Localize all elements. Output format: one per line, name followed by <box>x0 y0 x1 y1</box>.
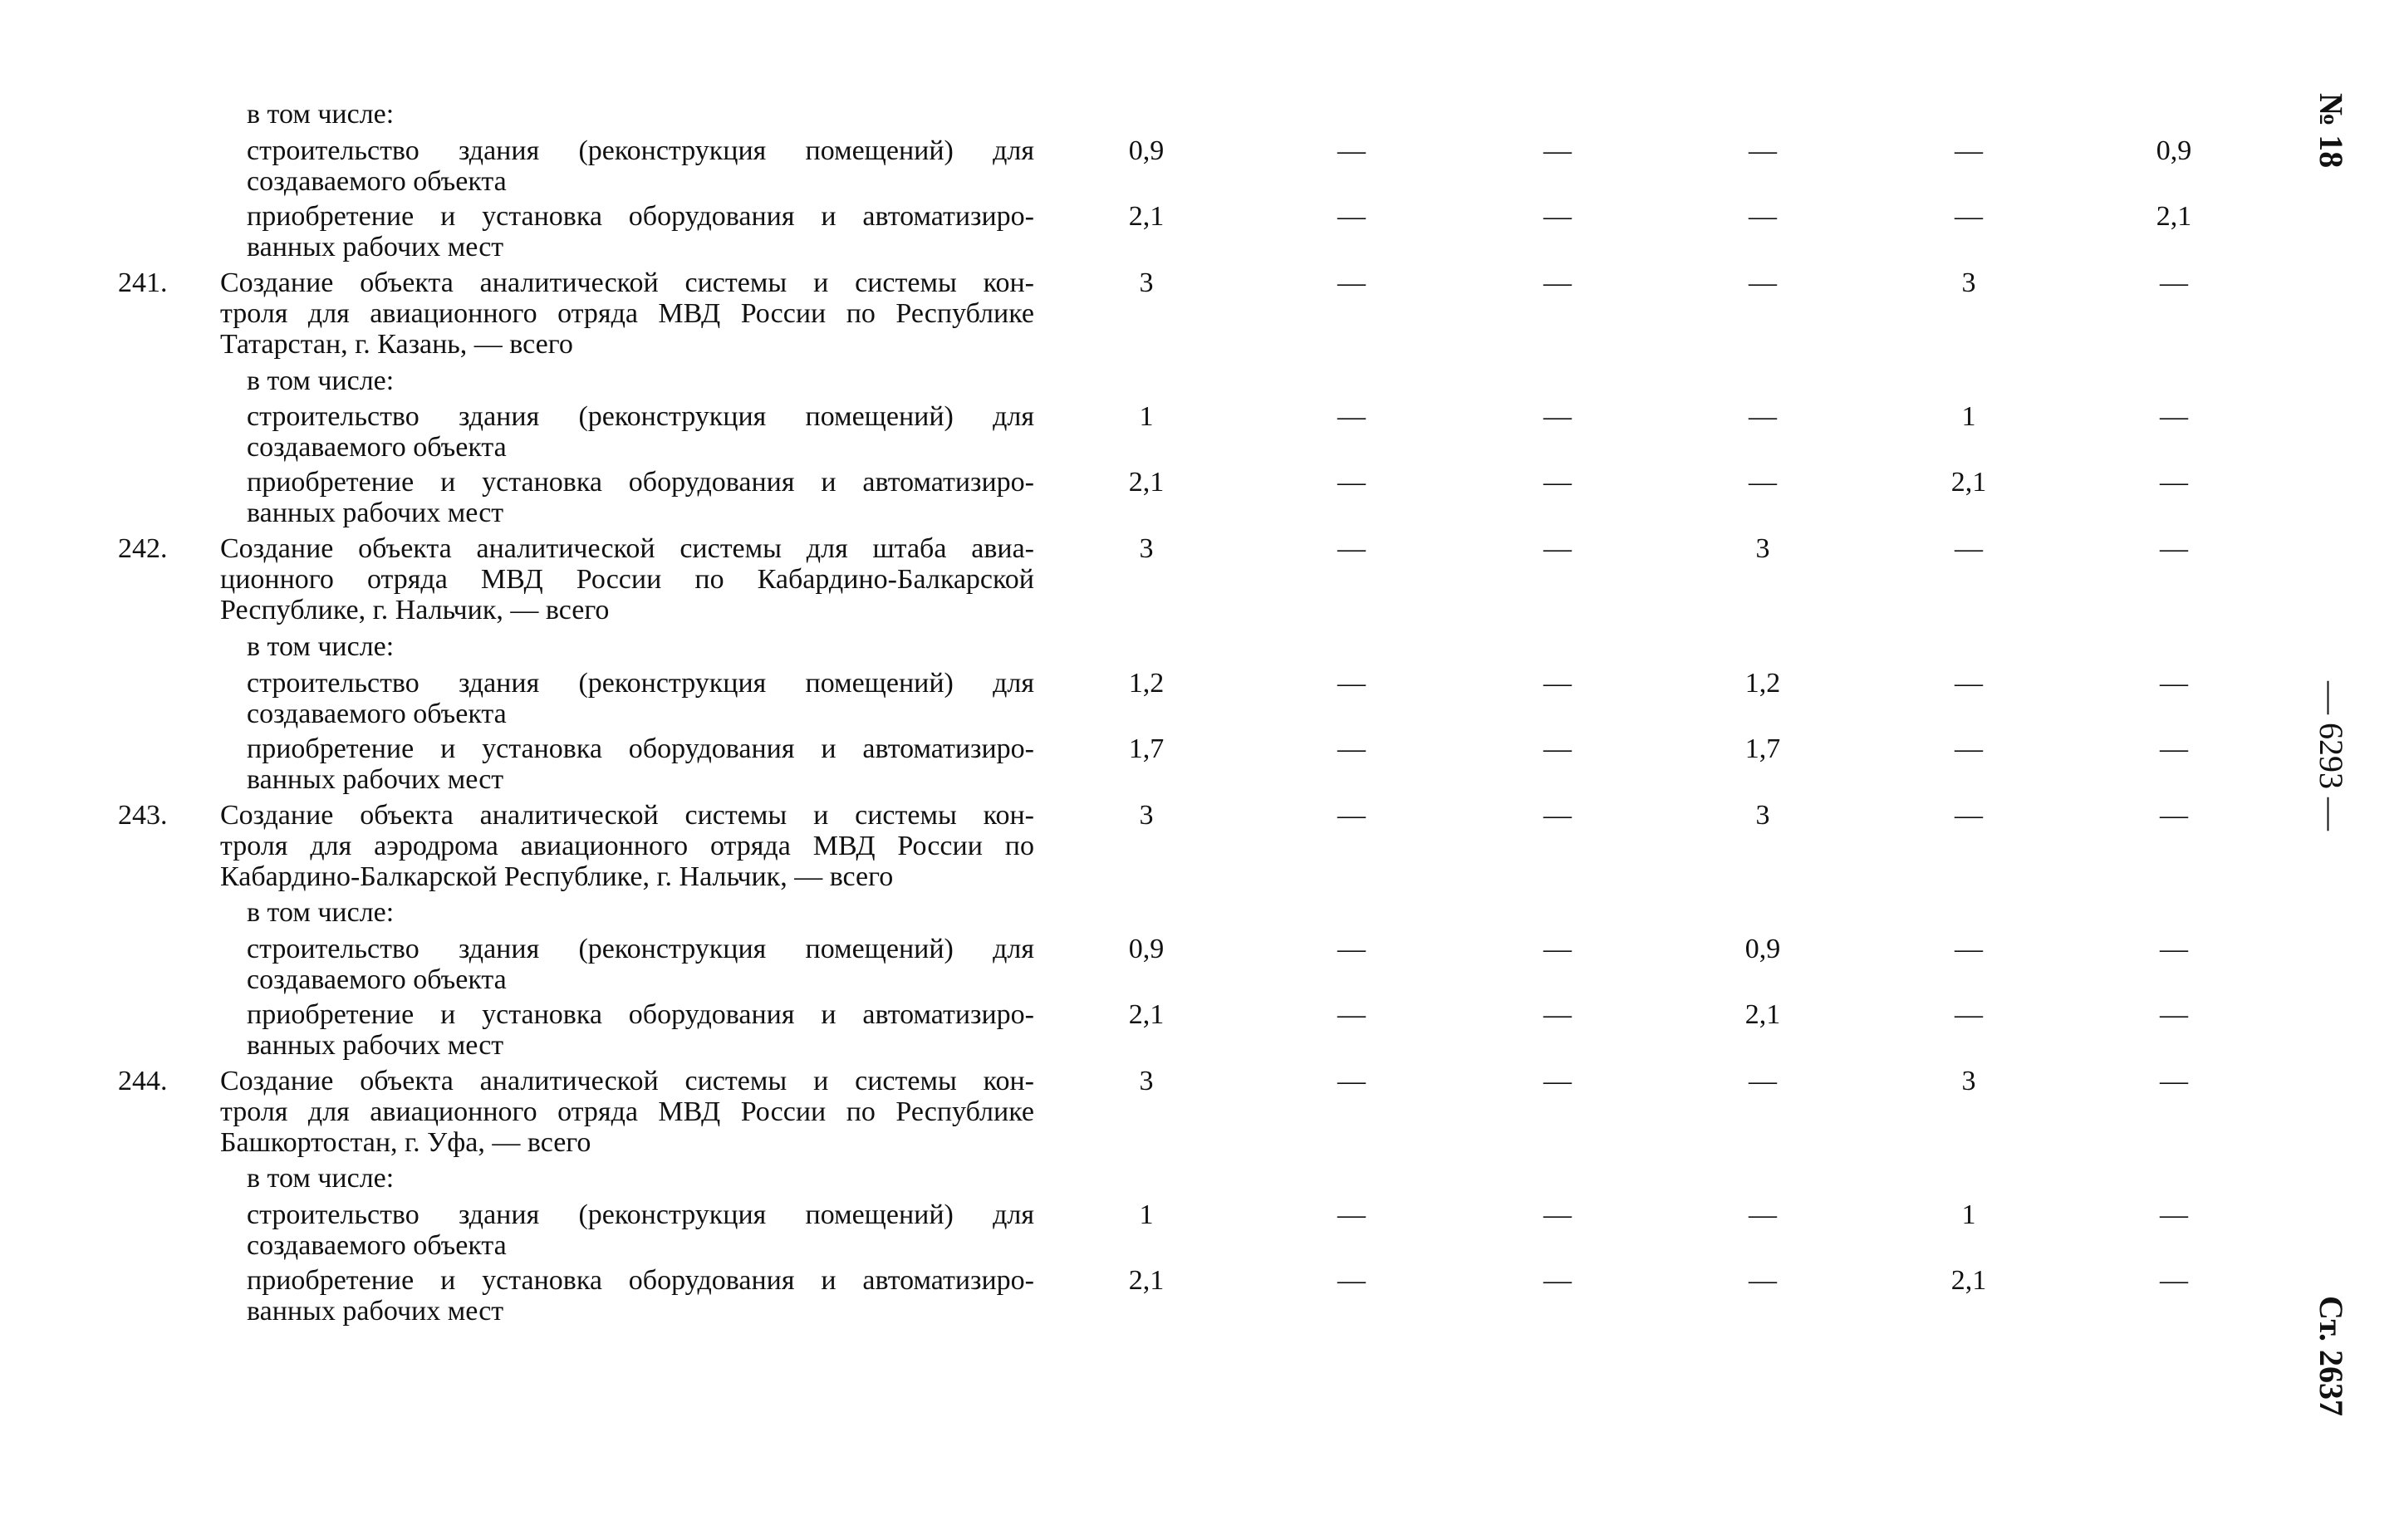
value-cell-col-5: — <box>1955 999 1983 1030</box>
value-cell-col-1: 1,2 <box>1128 668 1165 699</box>
value-cell-col-6: — <box>2160 934 2188 964</box>
row-description <box>247 135 1034 197</box>
value-cell-col-4: — <box>1749 201 1777 232</box>
value-cell-col-4: 1,7 <box>1744 733 1781 764</box>
article-number: Ст. 2637 <box>2313 1296 2350 1416</box>
value-cell-col-4: 3 <box>1755 800 1770 831</box>
description-line: создаваемого объекта <box>247 964 507 995</box>
value-cell-col-2: — <box>1337 733 1366 764</box>
description-line: Кабардино-Балкарской Республике, г. Нальчик, — всего <box>220 861 894 892</box>
page-number: — 6293 — <box>2313 681 2350 831</box>
description-line: ционного отряда МВД России по Кабардино-Балкарской <box>220 564 1034 595</box>
description-line: ванных рабочих мест <box>247 498 504 528</box>
value-cell-col-2: — <box>1337 467 1366 498</box>
row-description <box>220 267 1034 360</box>
value-cell-col-6: — <box>2160 533 2188 564</box>
description-line: в том числе: <box>247 897 395 928</box>
value-cell-col-6: — <box>2160 1066 2188 1096</box>
value-cell-col-3: — <box>1543 934 1572 964</box>
value-cell-col-4: 3 <box>1755 533 1770 564</box>
description-line: приобретение и установка оборудования и автоматизиро- <box>247 201 1034 232</box>
value-cell-col-2: — <box>1337 135 1366 166</box>
value-cell-col-1: 3 <box>1139 800 1154 831</box>
value-cell-col-3: — <box>1543 1066 1572 1096</box>
value-cell-col-3: — <box>1543 533 1572 564</box>
value-cell-col-4: 1,2 <box>1744 668 1781 699</box>
description-line: Создание объекта аналитической системы и системы кон- <box>220 267 1034 298</box>
value-cell-col-6: — <box>2160 267 2188 298</box>
description-line: создаваемого объекта <box>247 1230 507 1261</box>
description-line: приобретение и установка оборудования и автоматизиро- <box>247 1265 1034 1296</box>
value-cell-col-1: 1,7 <box>1128 733 1165 764</box>
value-cell-col-1: 2,1 <box>1128 999 1165 1030</box>
value-cell-col-1: 3 <box>1139 267 1154 298</box>
value-cell-col-4: — <box>1749 267 1777 298</box>
value-cell-col-5: 2,1 <box>1950 1265 1987 1296</box>
description-line: троля для авиационного отряда МВД России по Республике <box>220 298 1034 329</box>
value-cell-col-3: — <box>1543 800 1572 831</box>
value-cell-col-3: — <box>1543 668 1572 699</box>
row-description <box>220 800 1034 892</box>
description-line: создаваемого объекта <box>247 432 507 463</box>
description-line: приобретение и установка оборудования и автоматизиро- <box>247 467 1034 498</box>
description-line: строительство здания (реконструкция помещений) для <box>247 401 1034 432</box>
value-cell-col-4: — <box>1749 1066 1777 1096</box>
value-cell-col-3: — <box>1543 401 1572 432</box>
row-description <box>247 631 1034 662</box>
value-cell-col-4: 0,9 <box>1744 934 1781 964</box>
description-line: в том числе: <box>247 365 395 396</box>
description-line: в том числе: <box>247 99 395 130</box>
row-description <box>220 1066 1034 1158</box>
row-number: 241. <box>118 267 168 298</box>
description-line: ванных рабочих мест <box>247 1030 504 1061</box>
row-number: 243. <box>118 800 168 831</box>
value-cell-col-4: — <box>1749 1265 1777 1296</box>
value-cell-col-1: 2,1 <box>1128 467 1165 498</box>
value-cell-col-2: — <box>1337 267 1366 298</box>
description-line: Создание объекта аналитической системы и системы кон- <box>220 800 1034 831</box>
value-cell-col-5: 3 <box>1961 1066 1976 1096</box>
value-cell-col-1: 2,1 <box>1128 201 1165 232</box>
row-description <box>247 365 1034 396</box>
row-description <box>220 533 1034 625</box>
row-description <box>247 1265 1034 1327</box>
row-description <box>247 401 1034 463</box>
value-cell-col-1: 0,9 <box>1128 934 1165 964</box>
description-line: приобретение и установка оборудования и автоматизиро- <box>247 999 1034 1030</box>
description-line: строительство здания (реконструкция помещений) для <box>247 135 1034 166</box>
row-description <box>247 668 1034 729</box>
row-description <box>247 99 1034 130</box>
value-cell-col-3: — <box>1543 267 1572 298</box>
row-description <box>247 467 1034 528</box>
value-cell-col-2: — <box>1337 201 1366 232</box>
row-number: 244. <box>118 1066 168 1096</box>
description-line: троля для авиационного отряда МВД России по Республике <box>220 1096 1034 1127</box>
value-cell-col-6: — <box>2160 733 2188 764</box>
value-cell-col-3: — <box>1543 201 1572 232</box>
value-cell-col-2: — <box>1337 668 1366 699</box>
row-description <box>247 201 1034 262</box>
value-cell-col-2: — <box>1337 934 1366 964</box>
value-cell-col-5: 1 <box>1961 401 1976 432</box>
row-description <box>247 999 1034 1061</box>
value-cell-col-4: 2,1 <box>1744 999 1781 1030</box>
value-cell-col-5: 2,1 <box>1950 467 1987 498</box>
value-cell-col-6: 0,9 <box>2156 135 2192 166</box>
value-cell-col-5: — <box>1955 533 1983 564</box>
row-description <box>247 897 1034 928</box>
value-cell-col-5: — <box>1955 668 1983 699</box>
row-description <box>247 1199 1034 1261</box>
description-line: строительство здания (реконструкция помещений) для <box>247 934 1034 964</box>
description-line: троля для аэродрома авиационного отряда МВД России по <box>220 831 1034 861</box>
value-cell-col-1: 0,9 <box>1128 135 1165 166</box>
description-line: Татарстан, г. Казань, — всего <box>220 329 573 360</box>
description-line: Создание объекта аналитической системы и системы кон- <box>220 1066 1034 1096</box>
value-cell-col-1: 1 <box>1139 401 1154 432</box>
value-cell-col-5: — <box>1955 201 1983 232</box>
description-line: в том числе: <box>247 631 395 662</box>
description-line: Республике, г. Нальчик, — всего <box>220 595 610 625</box>
value-cell-col-5: — <box>1955 135 1983 166</box>
value-cell-col-1: 1 <box>1139 1199 1154 1230</box>
description-line: создаваемого объекта <box>247 699 507 729</box>
value-cell-col-2: — <box>1337 1265 1366 1296</box>
value-cell-col-3: — <box>1543 1265 1572 1296</box>
value-cell-col-3: — <box>1543 467 1572 498</box>
value-cell-col-5: 3 <box>1961 267 1976 298</box>
value-cell-col-1: 3 <box>1139 1066 1154 1096</box>
row-number: 242. <box>118 533 168 564</box>
description-line: Создание объекта аналитической системы для штаба авиа- <box>220 533 1034 564</box>
description-line: приобретение и установка оборудования и автоматизиро- <box>247 733 1034 764</box>
row-description <box>247 934 1034 995</box>
description-line: ванных рабочих мест <box>247 232 504 262</box>
value-cell-col-2: — <box>1337 999 1366 1030</box>
value-cell-col-6: — <box>2160 800 2188 831</box>
value-cell-col-2: — <box>1337 1199 1366 1230</box>
value-cell-col-6: — <box>2160 1265 2188 1296</box>
value-cell-col-3: — <box>1543 733 1572 764</box>
description-line: Башкортостан, г. Уфа, — всего <box>220 1127 591 1158</box>
value-cell-col-6: — <box>2160 467 2188 498</box>
description-line: ванных рабочих мест <box>247 764 504 795</box>
value-cell-col-2: — <box>1337 533 1366 564</box>
description-line: создаваемого объекта <box>247 166 507 197</box>
value-cell-col-5: — <box>1955 733 1983 764</box>
description-line: ванных рабочих мест <box>247 1296 504 1327</box>
row-description <box>247 733 1034 795</box>
value-cell-col-4: — <box>1749 467 1777 498</box>
value-cell-col-6: — <box>2160 668 2188 699</box>
description-line: строительство здания (реконструкция помещений) для <box>247 668 1034 699</box>
value-cell-col-4: — <box>1749 135 1777 166</box>
value-cell-col-3: — <box>1543 999 1572 1030</box>
value-cell-col-4: — <box>1749 1199 1777 1230</box>
description-line: в том числе: <box>247 1163 395 1194</box>
issue-number: № 18 <box>2313 93 2350 169</box>
value-cell-col-3: — <box>1543 1199 1572 1230</box>
value-cell-col-6: 2,1 <box>2156 201 2192 232</box>
row-description <box>247 1163 1034 1194</box>
value-cell-col-6: — <box>2160 401 2188 432</box>
value-cell-col-1: 3 <box>1139 533 1154 564</box>
value-cell-col-2: — <box>1337 1066 1366 1096</box>
value-cell-col-5: — <box>1955 934 1983 964</box>
value-cell-col-6: — <box>2160 999 2188 1030</box>
description-line: строительство здания (реконструкция помещений) для <box>247 1199 1034 1230</box>
value-cell-col-5: 1 <box>1961 1199 1976 1230</box>
value-cell-col-1: 2,1 <box>1128 1265 1165 1296</box>
value-cell-col-3: — <box>1543 135 1572 166</box>
value-cell-col-4: — <box>1749 401 1777 432</box>
value-cell-col-5: — <box>1955 800 1983 831</box>
value-cell-col-6: — <box>2160 1199 2188 1230</box>
value-cell-col-2: — <box>1337 800 1366 831</box>
value-cell-col-2: — <box>1337 401 1366 432</box>
